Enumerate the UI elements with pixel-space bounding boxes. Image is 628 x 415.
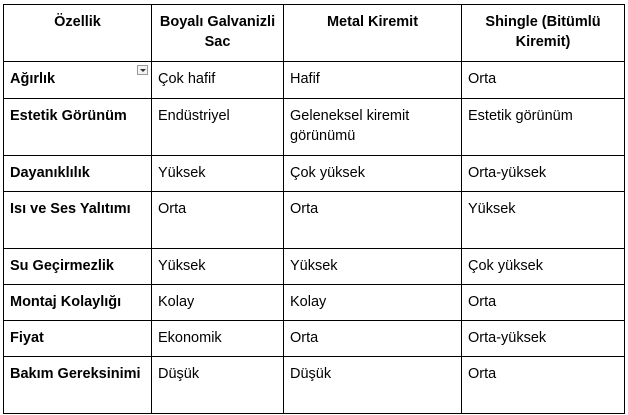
value-cell: Çok hafif [152, 62, 284, 99]
value-cell: Orta [462, 62, 625, 99]
value-cell: Kolay [152, 285, 284, 321]
header-shingle: Shingle (Bitümlü Kiremit) [462, 5, 625, 62]
value-cell: Ekonomik [152, 321, 284, 357]
table-row [4, 99, 625, 156]
value-cell: Orta [284, 192, 462, 249]
table-row [4, 321, 625, 357]
value-cell: Orta [462, 357, 625, 414]
value-cell: Çok yüksek [462, 249, 625, 285]
header-metal-kiremit: Metal Kiremit [284, 5, 462, 62]
feature-cell: Bakım Gereksinimi [4, 357, 152, 414]
value-cell: Endüstriyel [152, 99, 284, 156]
feature-cell: Isı ve Ses Yalıtımı [4, 192, 152, 249]
value-cell: Orta-yüksek [462, 156, 625, 192]
value-cell: Yüksek [152, 249, 284, 285]
table-row [4, 285, 625, 321]
table-header-row [4, 5, 625, 62]
comparison-table [3, 4, 625, 414]
value-cell: Orta [284, 321, 462, 357]
value-cell: Düşük [284, 357, 462, 414]
table-row [4, 156, 625, 192]
value-cell: Orta [462, 285, 625, 321]
value-cell: Çok yüksek [284, 156, 462, 192]
feature-cell: Dayanıklılık [4, 156, 152, 192]
feature-cell: Montaj Kolaylığı [4, 285, 152, 321]
chevron-down-icon[interactable] [137, 65, 148, 75]
value-cell: Estetik görünüm [462, 99, 625, 156]
table-row [4, 249, 625, 285]
value-cell: Hafif [284, 62, 462, 99]
value-cell: Kolay [284, 285, 462, 321]
table-row [4, 357, 625, 414]
value-cell: Yüksek [284, 249, 462, 285]
feature-cell: Su Geçirmezlik [4, 249, 152, 285]
value-cell: Orta-yüksek [462, 321, 625, 357]
value-cell: Orta [152, 192, 284, 249]
table-row [4, 62, 625, 99]
header-ozellik: Özellik [4, 5, 152, 62]
value-cell: Düşük [152, 357, 284, 414]
feature-cell: Estetik Görünüm [4, 99, 152, 156]
value-cell: Yüksek [152, 156, 284, 192]
header-boyali-galvanizli-sac: Boyalı Galvanizli Sac [152, 5, 284, 62]
value-cell: Geleneksel kiremit görünümü [284, 99, 462, 156]
feature-cell: Fiyat [4, 321, 152, 357]
table-row [4, 192, 625, 249]
feature-label: Ağırlık [10, 71, 56, 87]
value-cell: Yüksek [462, 192, 625, 249]
feature-cell[interactable] [4, 62, 152, 99]
